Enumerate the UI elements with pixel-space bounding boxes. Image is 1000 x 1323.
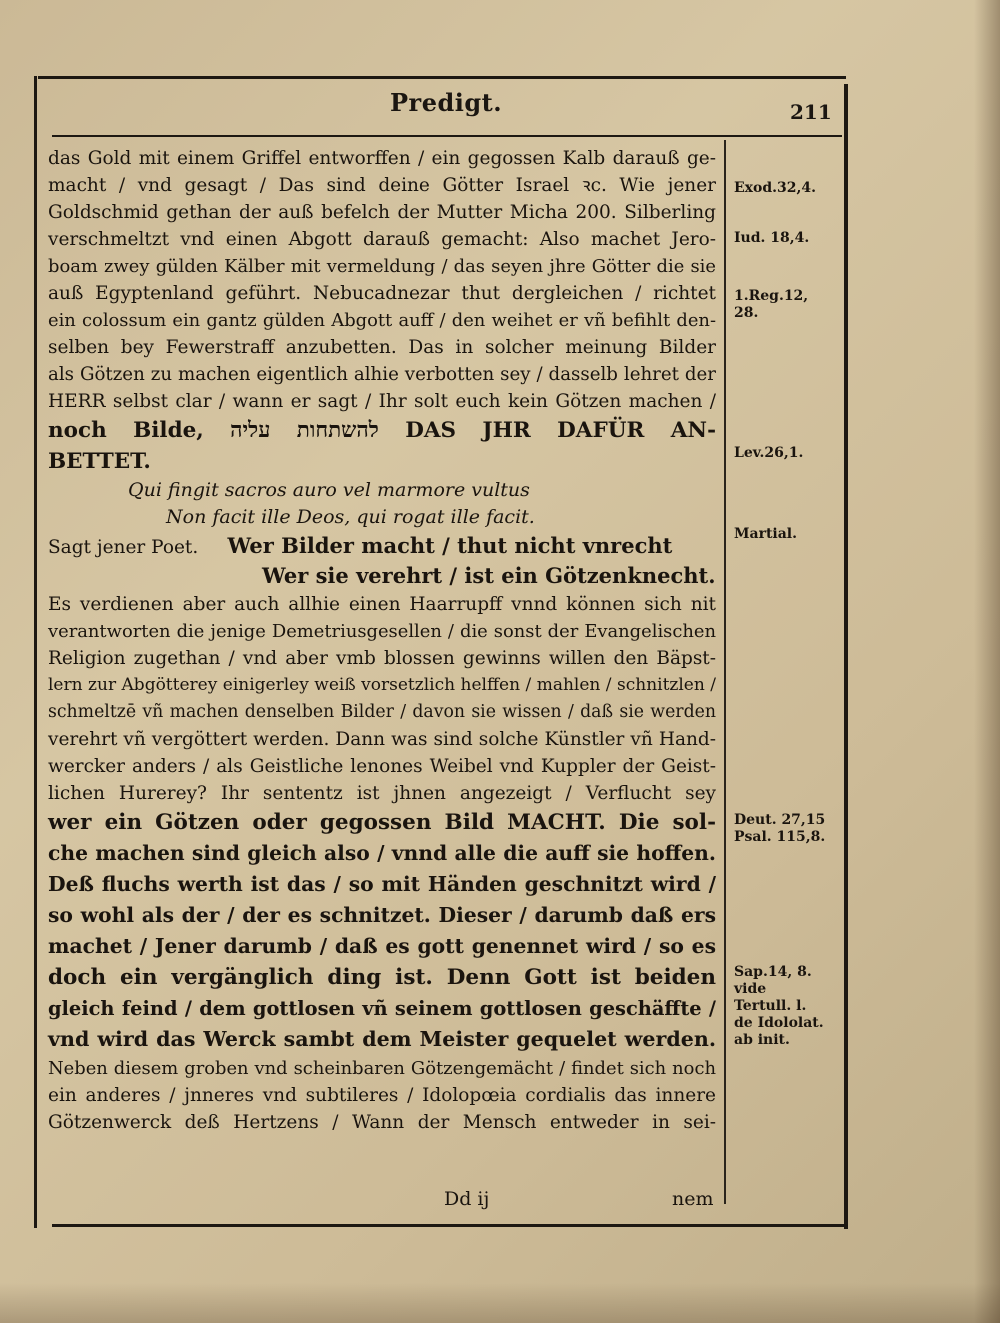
text-line-emphasis: vnd wird das Werck sambt dem Meister gequelet werden. (48, 1027, 716, 1051)
poem-text: Wer Bilder macht / thut nicht vnrecht (227, 533, 673, 558)
text-line-emphasis: noch Bilde, להשתחות עליה DAS JHR DAFÜR AN- (48, 418, 716, 443)
main-text-block (48, 145, 716, 1136)
poem-line (48, 531, 716, 561)
margin-column-rule (724, 140, 726, 1204)
page-number: 211 (790, 100, 832, 124)
text-line: auß Egyptenland geführt. Nebucadnezar thut dergleichen / richtet (48, 283, 716, 304)
header-rule (52, 135, 842, 137)
page-edge-shadow (974, 0, 1000, 1323)
frame-right-rule (844, 84, 848, 1229)
poem-intro: Sagt jener Poet. (48, 537, 199, 558)
text-line-emphasis: so wohl als der / der es schnitzet. Dieser / darumb daß ers (48, 903, 716, 927)
text-line: verehrt vñ vergöttert werden. Dann was sind solche Künstler vñ Hand- (48, 729, 716, 750)
text-line: HERR selbst clar / wann er sagt / Ihr solt euch kein Götzen machen / (48, 391, 716, 412)
text-line: das Gold mit einem Griffel entworffen / ein gegossen Kalb darauß ge- (48, 148, 716, 169)
margin-note-martial: Martial. (734, 526, 797, 542)
margin-note-judges: Iud. 18,4. (734, 230, 810, 246)
frame-left-rule (34, 76, 37, 1228)
catchword: nem (672, 1188, 714, 1210)
text-line: Neben diesem groben vnd scheinbaren Götzengemächt / findet sich noch (48, 1058, 716, 1079)
text-line-emphasis: Deß fluchs werth ist das / so mit Händen geschnitzt wird / (48, 872, 716, 896)
text-line: selben bey Fewerstraff anzubetten. Das in solcher meinung Bilder (48, 337, 716, 358)
text-line: als Götzen zu machen eigentlich alhie verbotten sey / dasselb lehret der (48, 364, 716, 385)
text-line: schmeltzē vñ machen denselben Bilder / davon sie wissen / daß sie werden (48, 702, 716, 722)
latin-verse-line: Non facit ille Deos, qui rogat ille facit. (166, 506, 535, 528)
poem-line: Wer sie verehrt / ist ein Götzenknecht. (262, 563, 716, 588)
text-line: wercker anders / als Geistliche lenones Weibel vnd Kuppler der Geist- (48, 756, 716, 777)
text-line: verschmeltzt vnd einen Abgott darauß gemacht: Also machet Jero- (48, 229, 716, 250)
margin-note-leviticus: Lev.26,1. (734, 445, 804, 461)
text-line: Religion zugethan / vnd aber vmb blossen gewinns willen den Bäpst- (48, 648, 716, 669)
frame-top-rule (38, 76, 846, 79)
text-line: Goldschmid gethan der auß befelch der Mutter Micha 200. Silberling (48, 202, 716, 223)
text-line-emphasis: che machen sind gleich also / vnnd alle die auff sie hoffen. (48, 841, 716, 865)
page-bottom-shadow (0, 1283, 1000, 1323)
frame-bottom-rule (52, 1224, 846, 1227)
margin-note-exodus: Exod.32,4. (734, 180, 816, 196)
text-line-emphasis: machet / Jener darumb / daß es gott genennet wird / so es (48, 934, 716, 958)
margin-note-kings: 1.Reg.12, 28. (734, 288, 809, 321)
text-line: macht / vnd gesagt / Das sind deine Götter Israel ꝛc. Wie jener (48, 175, 716, 196)
text-line: lichen Hurerey? Ihr sententz ist jhnen angezeigt / Verflucht sey (48, 783, 716, 804)
latin-verse-line: Qui fingit sacros auro vel marmore vultus (128, 479, 530, 501)
text-line-emphasis: BETTET. (48, 449, 151, 474)
running-head: Predigt. (390, 88, 503, 117)
margin-note-sapientia: Sap.14, 8. vide Tertull. l. de Idololat. ab init. (734, 964, 824, 1048)
text-line-emphasis: wer ein Götzen oder gegossen Bild MACHT. Die sol- (48, 810, 716, 835)
text-line: Es verdienen aber auch allhie einen Haarrupff vnnd können sich nit (48, 594, 716, 615)
text-line: ein anderes / jnneres vnd subtileres / Idolopœia cordialis das innere (48, 1085, 716, 1106)
text-line-emphasis: doch ein vergänglich ding ist. Denn Gott ist beiden (48, 965, 716, 990)
text-line: Götzenwerck deß Hertzens / Wann der Mensch entweder in sei- (48, 1112, 716, 1133)
margin-note-deuteronomy: Deut. 27,15 Psal. 115,8. (734, 812, 826, 845)
text-line-emphasis: gleich feind / dem gottlosen vñ seinem gottlosen geschäffte / (48, 997, 716, 1020)
text-line: verantworten die jenige Demetriusgesellen / die sonst der Evangelischen (48, 621, 716, 642)
text-line: lern zur Abgötterey einigerley weiß vorsetzlich helffen / mahlen / schnitzlen / (48, 675, 716, 695)
text-line: ein colossum ein gantz gülden Abgott auff / den weihet er vñ befihlt den- (48, 310, 716, 331)
text-line: boam zwey gülden Kälber mit vermeldung / das seyen jhre Götter die sie (48, 256, 716, 277)
signature-mark: Dd ij (444, 1188, 490, 1210)
